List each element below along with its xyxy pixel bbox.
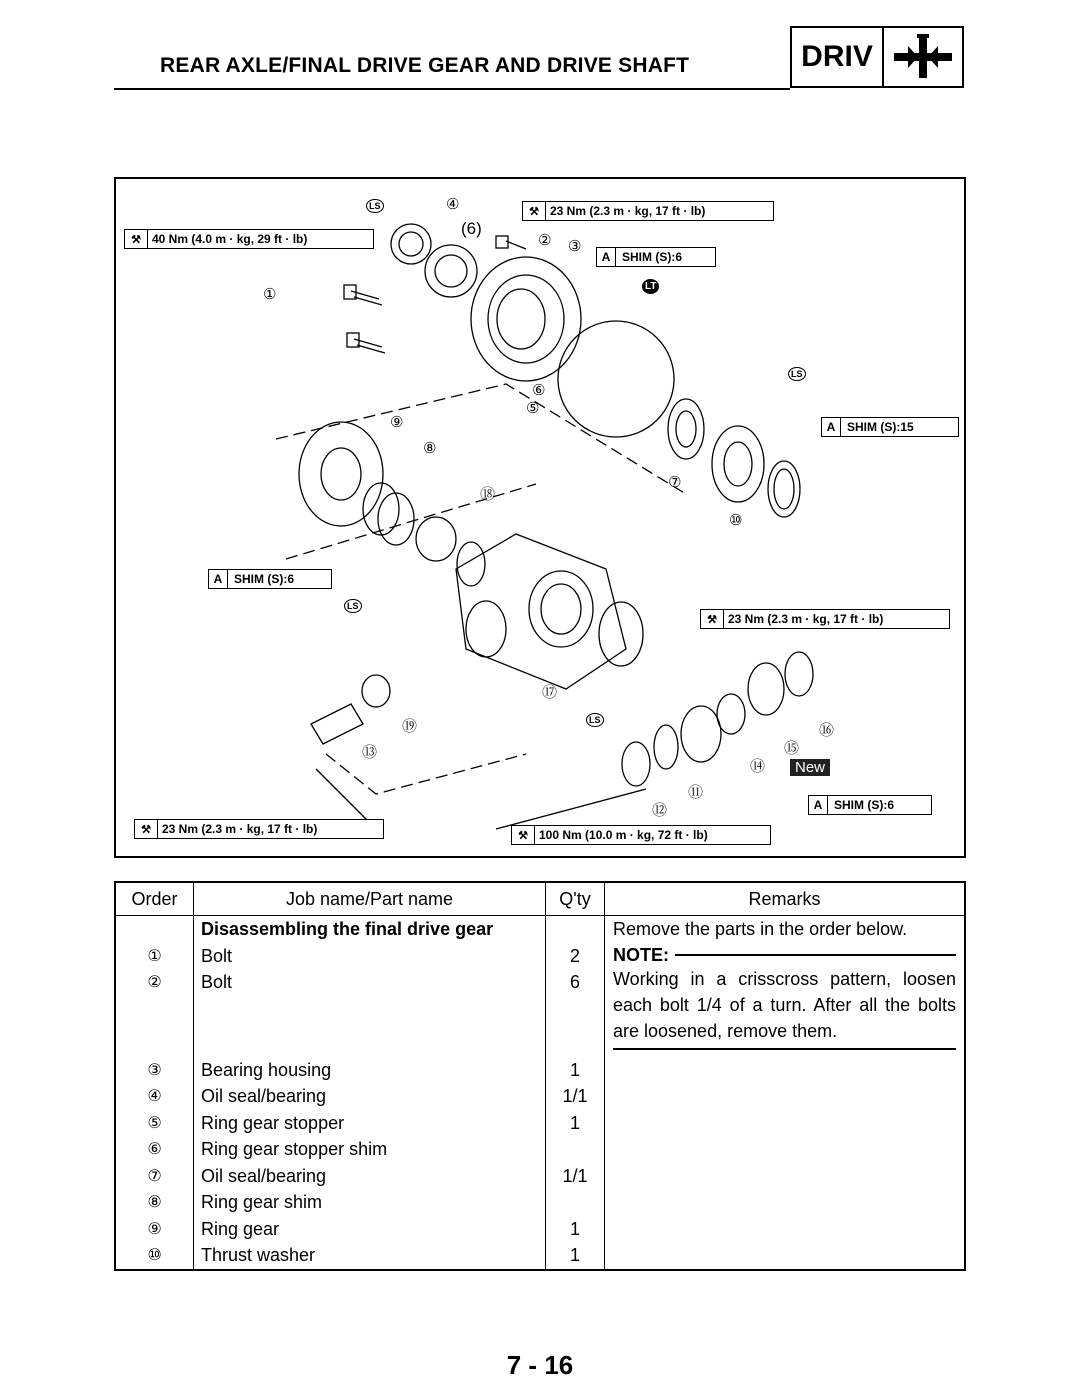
remarks-column [605,916,966,1270]
part-qty: 6 [569,972,580,992]
part-name: Ring gear [201,1218,280,1239]
note-header [613,945,956,966]
part-name: Ring gear shim [201,1192,323,1212]
part-qty: 1 [569,1245,580,1265]
order-number: ⑦ [147,1165,162,1185]
order-number: ⑥ [147,1139,162,1158]
ls-grease-icon: LS [366,199,384,213]
part-name: Bearing housing [201,1059,332,1080]
part-qty [546,1136,604,1163]
part-name: Bolt [201,945,233,966]
exploded-drawing [116,179,964,856]
order-number: ⑧ [147,1192,162,1211]
section-title: Disassembling the final drive gear [201,919,494,939]
order-number: ② [147,972,162,991]
callout-19: ⑲ [402,717,418,735]
section-badge [790,26,964,88]
part-name: Oil seal/bearing [201,1165,327,1186]
part-qty: 1 [569,1059,580,1080]
callout-6: ⑥ [532,381,546,399]
section-badge-label: DRIV [792,28,884,86]
page-title: REAR AXLE/FINAL DRIVE GEAR AND DRIVE SHAFT [160,54,690,77]
callout-10: ⑩ [729,511,743,529]
spec-text: 23 Nm (2.3 m · kg, 17 ft · lb) [162,822,318,836]
order-number: ⑩ [147,1245,162,1264]
spec-text: 40 Nm (4.0 m · kg, 29 ft · lb) [152,232,308,246]
remarks-intro: Remove the parts in the order below. [613,919,908,939]
part-qty [546,1189,604,1216]
shim-spec-1 [596,247,716,267]
spec-text: 23 Nm (2.3 m · kg, 17 ft · lb) [550,204,706,218]
drive-section-icon [884,28,962,86]
torque-spec-nut [511,825,771,845]
spec-text: A [822,418,841,436]
page-number: 7 - 16 [506,1350,574,1380]
note-text: Working in a crisscross pattern, loosen each bolt 1/4 of a turn. After all the bolts are loosened, remove them. [613,968,956,1041]
name-column [194,916,546,1270]
order-number: ④ [147,1086,162,1105]
order-number: ① [147,945,162,965]
header-name: Job name/Part name [194,882,546,916]
wrench-icon: ⚒ [701,610,724,628]
torque-spec-bolt-2 [522,201,774,221]
callout-13: ⑬ [362,743,378,761]
parts-table [114,881,966,1271]
callout-2: ② [538,231,552,249]
shim-spec-3 [208,569,332,589]
callout-12: ⑫ [652,801,668,819]
shim-spec-4 [808,795,932,815]
callout-17: ⑰ [542,683,558,701]
part-name: Bolt [201,972,233,992]
callout-4: ④ [446,195,460,213]
new-part-label: New [790,759,830,776]
spec-text: 100 Nm (10.0 m · kg, 72 ft · lb) [539,828,708,842]
spec-text: A [597,248,616,266]
note-label: NOTE: [613,944,669,965]
ls-grease-icon: LS [788,367,806,381]
qty-column [546,916,605,1270]
spec-text: A [809,796,828,814]
order-number: ⑤ [147,1112,162,1132]
part-name: Ring gear stopper [201,1112,345,1133]
ls-grease-icon: LS [344,599,362,613]
wrench-icon: ⚒ [512,826,535,844]
callout-11: ⑪ [688,783,704,801]
spec-text: A [209,570,228,588]
wrench-icon: ⚒ [523,202,546,220]
callout-9: ⑨ [390,413,404,431]
header-qty: Q'ty [546,882,605,916]
wrench-icon: ⚒ [135,820,158,838]
order-number: ③ [147,1059,162,1079]
header-rule [114,88,790,90]
wrench-icon: ⚒ [125,230,148,248]
order-column [115,916,194,1270]
part-name: Thrust washer [201,1245,316,1265]
callout-15: ⑮ [784,739,800,757]
spec-text: SHIM (S):6 [234,572,294,586]
spec-text: 23 Nm (2.3 m · kg, 17 ft · lb) [728,612,884,626]
spec-text: SHIM (S):6 [834,798,894,812]
order-number: ⑨ [147,1218,162,1238]
part-name: Oil seal/bearing [201,1086,327,1106]
shim-spec-2 [821,417,959,437]
header-remarks: Remarks [605,882,966,916]
torque-spec-drain [134,819,384,839]
exploded-diagram [114,177,966,858]
header-order: Order [115,882,194,916]
torque-spec-bolt-1 [124,229,374,249]
part-qty: 1 [569,1218,580,1239]
torque-spec-plug [700,609,950,629]
part-qty: 1 [569,1112,580,1133]
part-name: Ring gear stopper shim [201,1139,388,1159]
callout-14: ⑭ [750,757,766,775]
note-rule [675,954,956,956]
callout-7: ⑦ [668,473,682,491]
note-end-rule [613,1048,956,1050]
lt-locktite-icon: LT [642,279,659,294]
callout-3: ③ [568,237,582,255]
spec-text: SHIM (S):6 [622,250,682,264]
ls-grease-icon: LS [586,713,604,727]
callout-16: ⑯ [819,721,835,739]
spec-text: SHIM (S):15 [847,420,914,434]
callout-1: ① [263,285,277,303]
callout-8: ⑧ [423,439,437,457]
part-qty: 1/1 [562,1165,588,1186]
callout-18: ⑱ [480,485,496,503]
part-qty: 2 [569,945,580,966]
bolt-quantity-label: (6) [461,219,482,238]
part-qty: 1/1 [562,1086,588,1106]
callout-5: ⑤ [526,399,540,417]
